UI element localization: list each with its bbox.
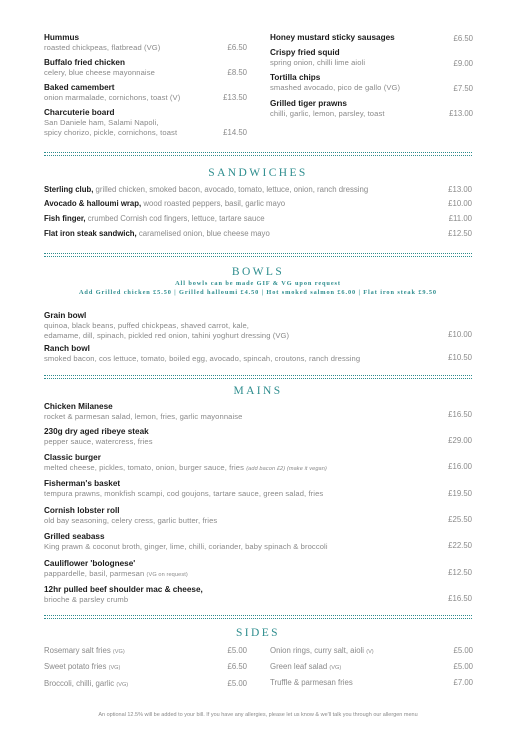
price: £13.50 xyxy=(223,93,247,102)
price: £9.00 xyxy=(453,59,473,68)
side-item: Broccoli, chilli, garlic (VG) xyxy=(44,679,129,688)
price: £12.50 xyxy=(448,229,472,238)
section-title-sandwiches: SANDWICHES xyxy=(208,167,308,179)
price: £25.50 xyxy=(448,515,472,524)
side-item: Rosemary salt fries (VG) xyxy=(44,646,125,655)
starter-charcuterie: Charcuterie board San Daniele ham, Salami Napoli, spicy chorizo, pickle, cornichons, toast xyxy=(44,108,178,137)
main-item: Cornish lobster roll old bay seasoning, celery cress, garlic butter, fries xyxy=(44,506,218,525)
sandwich-item: Sterling club, grilled chicken, smoked bacon, avocado, tomato, lettuce, onion, ranch dressing £13.00 xyxy=(44,185,472,194)
starter-baked-camembert: Baked camembert onion marmalade, cornichons, toast (V) xyxy=(44,83,181,102)
main-item: Classic burger melted cheese, pickles, tomato, onion, burger sauce, fries (add bacon £2) (make it vegan) xyxy=(44,453,327,472)
price: £5.00 xyxy=(227,679,247,688)
sandwich-item: Fish finger, crumbed Cornish cod fingers, lettuce, tartare sauce £11.00 xyxy=(44,214,472,223)
starter-hummus: Hummus roasted chickpeas, flatbread (VG) xyxy=(44,33,161,52)
price: £29.00 xyxy=(448,436,472,445)
price: £16.00 xyxy=(448,462,472,471)
section-title-bowls: BOWLS xyxy=(231,266,285,278)
side-item: Green leaf salad (VG) xyxy=(270,662,342,671)
side-item: Truffle & parmesan fries xyxy=(270,678,353,687)
price: £5.00 xyxy=(227,646,247,655)
side-item: Sweet potato fries (VG) xyxy=(44,662,121,671)
main-item: 230g dry aged ribeye steak pepper sauce, watercress, fries xyxy=(44,427,153,446)
price: £6.50 xyxy=(227,662,247,671)
price: £10.50 xyxy=(448,353,472,362)
price: £5.00 xyxy=(453,662,473,671)
main-item: 12hr pulled beef shoulder mac & cheese, brioche & parsley crumb xyxy=(44,585,203,604)
starter-sausages: Honey mustard sticky sausages xyxy=(270,33,395,42)
price: £10.00 xyxy=(448,330,472,339)
price: £12.50 xyxy=(448,568,472,577)
section-divider xyxy=(44,375,472,379)
price: £13.00 xyxy=(449,109,473,118)
price: £7.00 xyxy=(453,678,473,687)
main-item: Chicken Milanese rocket & parmesan salad, lemon, fries, garlic mayonnaise xyxy=(44,402,243,421)
section-title-mains: MAINS xyxy=(233,385,283,397)
section-divider xyxy=(44,152,472,156)
allergen-footer: An optional 12.5% will be added to your bill. If you have any allergies, please let us know & we'll talk you through our allergen menu xyxy=(98,712,418,718)
price: £22.50 xyxy=(448,541,472,550)
price: £7.50 xyxy=(453,84,473,93)
price: £6.50 xyxy=(227,43,247,52)
price: £16.50 xyxy=(448,594,472,603)
section-title-sides: SIDES xyxy=(236,627,280,639)
bowls-addons: Add Grilled chicken £5.50 | Grilled halloumi £4.50 | Hot smoked salmon £6.00 | Flat iron steak £9.50 xyxy=(78,289,437,296)
price: £16.50 xyxy=(448,410,472,419)
starter-prawns: Grilled tiger prawns chilli, garlic, lemon, parsley, toast xyxy=(270,99,385,118)
section-divider xyxy=(44,253,472,257)
sandwich-item: Flat iron steak sandwich, caramelised onion, blue cheese mayo £12.50 xyxy=(44,229,472,238)
bowls-note: All bowls can be made GIF & VG upon request xyxy=(175,280,341,287)
starter-squid: Crispy fried squid spring onion, chilli lime aioli xyxy=(270,48,366,67)
price: £10.00 xyxy=(448,199,472,208)
price: £5.00 xyxy=(453,646,473,655)
price: £14.50 xyxy=(223,128,247,137)
starter-tortilla: Tortilla chips smashed avocado, pico de gallo (VG) xyxy=(270,73,401,92)
section-divider xyxy=(44,615,472,619)
price: £19.50 xyxy=(448,489,472,498)
price: £13.00 xyxy=(448,185,472,194)
bowl-ranch: Ranch bowl smoked bacon, cos lettuce, tomato, boiled egg, avocado, spincah, croutons, ranch dressing xyxy=(44,344,361,363)
main-item: Fisherman's basket tempura prawns, monkfish scampi, cod goujons, tartare sauce, green salad, fries xyxy=(44,479,324,498)
sandwich-item: Avocado & halloumi wrap, wood roasted peppers, basil, garlic mayo £10.00 xyxy=(44,199,472,208)
main-item: Grilled seabass King prawn & coconut broth, ginger, lime, chilli, coriander, baby spinach & broccoli xyxy=(44,532,328,551)
price: £8.50 xyxy=(227,68,247,77)
main-item: Cauliflower 'bolognese' pappardelle, basil, parmesan (VG on request) xyxy=(44,559,188,578)
bowl-grain: Grain bowl quinoa, black beans, puffed chickpeas, shaved carrot, kale, edamame, dill, spinach, pickled red onion, tahini yoghurt dressing (VG) xyxy=(44,311,290,340)
starter-buffalo-chicken: Buffalo fried chicken celery, blue cheese mayonnaise xyxy=(44,58,155,77)
price: £6.50 xyxy=(453,34,473,43)
price: £11.00 xyxy=(448,214,472,223)
side-item: Onion rings, curry salt, aioli (V) xyxy=(270,646,374,655)
